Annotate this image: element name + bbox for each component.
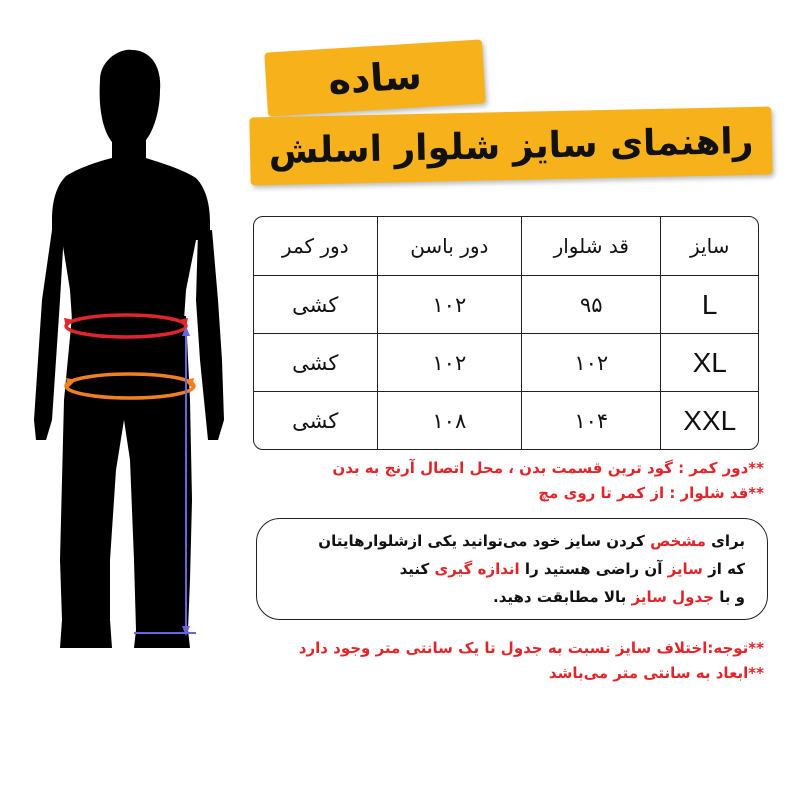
highlight-span: مشخص xyxy=(650,532,706,550)
note-tolerance: **توجه:اختلاف سایز نسبت به جدول تا یک سانتی متر وجود دارد xyxy=(298,639,764,657)
cell-length: ۹۵ xyxy=(522,276,661,334)
cell-length: ۱۰۴ xyxy=(522,392,661,449)
text-span: آن راضی هستید را xyxy=(524,560,663,578)
text-span: برای xyxy=(711,532,745,550)
highlight-span: جدول سایز xyxy=(631,588,714,606)
header-size: سایز xyxy=(661,217,758,276)
text-span: بالا مطابقت دهید. xyxy=(493,588,627,606)
cell-waist: کشی xyxy=(254,334,378,392)
instruction-line-1 xyxy=(279,527,745,555)
measure-notes xyxy=(332,456,764,506)
cell-waist: کشی xyxy=(254,276,378,334)
instruction-line-3 xyxy=(279,583,745,611)
cell-hip: ۱۰۲ xyxy=(378,334,523,392)
instruction-box xyxy=(256,518,768,620)
style-badge xyxy=(264,39,486,116)
note-length: **قد شلوار : از کمر تا روی مچ xyxy=(538,484,764,502)
header-waist: دور کمر xyxy=(254,217,378,276)
highlight-span: اندازه گیری xyxy=(434,560,520,578)
page-title: راهنمای سایز شلوار اسلش xyxy=(268,120,754,172)
table-row xyxy=(254,276,758,334)
table-row xyxy=(254,334,758,392)
text-span: کردن سایز خود می‌توانید یکی ازشلوارهایتان xyxy=(318,532,645,550)
cell-size: XL xyxy=(661,334,758,392)
cell-size: XXL xyxy=(683,404,737,436)
note-waist: **دور کمر : گود ترین قسمت بدن ، محل اتصال آرنج به بدن xyxy=(332,459,764,477)
note-units: **ابعاد به سانتی متر می‌باشد xyxy=(548,664,764,682)
table-header-row xyxy=(254,217,758,276)
header-length: قد شلوار xyxy=(522,217,661,276)
text-span: و با xyxy=(719,588,745,606)
header-hip: دور باسن xyxy=(378,217,523,276)
footer-notes xyxy=(299,636,764,686)
cell-waist: کشی xyxy=(254,392,378,449)
cell-hip: ۱۰۲ xyxy=(378,276,523,334)
cell-hip: ۱۰۸ xyxy=(378,392,523,449)
highlight-span: سایز xyxy=(667,560,703,578)
cell-size: L xyxy=(661,276,758,334)
text-span: کنید xyxy=(399,560,430,578)
man-silhouette-icon xyxy=(0,0,260,800)
style-badge-text: ساده xyxy=(326,53,424,103)
cell-length: ۱۰۲ xyxy=(522,334,661,392)
table-row xyxy=(254,392,758,449)
instruction-line-2 xyxy=(279,555,745,583)
title-banner xyxy=(249,107,772,186)
text-span: که از xyxy=(708,560,745,578)
size-table xyxy=(253,216,759,450)
